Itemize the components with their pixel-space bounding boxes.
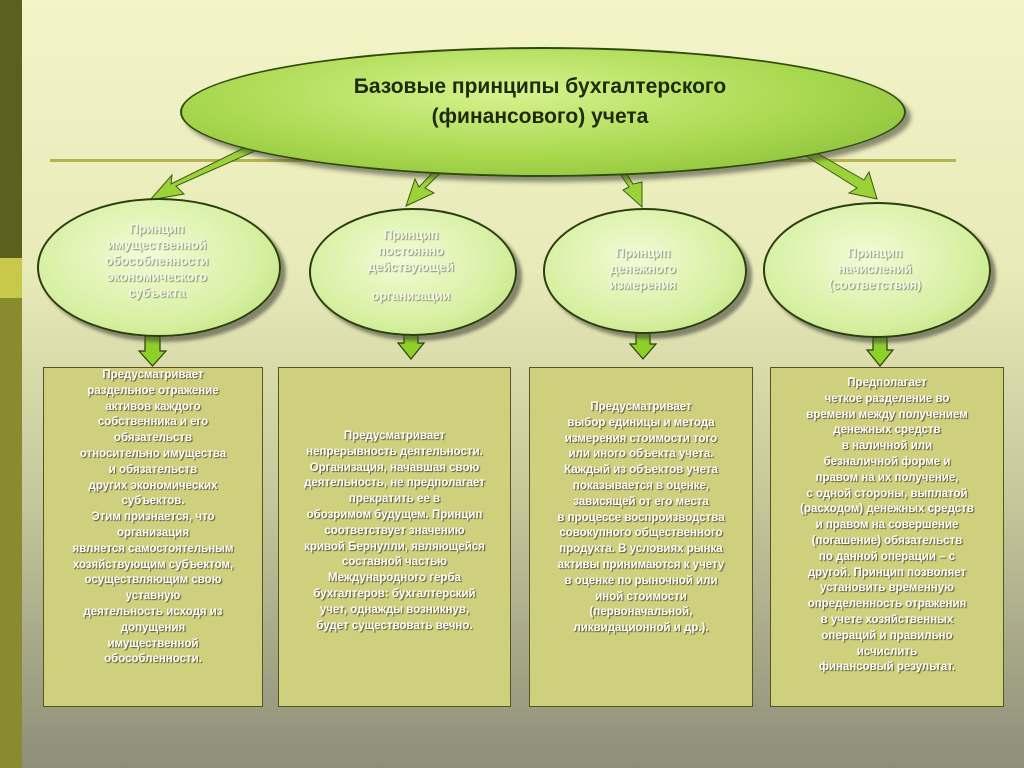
- description-line: четкое разделение во: [824, 392, 950, 405]
- description-line: выбор единицы и метода: [567, 416, 715, 429]
- description-line: относительно имущества: [79, 447, 227, 460]
- description-line: операций и правильно: [821, 629, 953, 642]
- principle-1-name-line: экономического: [107, 270, 207, 284]
- description-line: обозримом будущем. Принцип: [306, 508, 483, 521]
- description-line: определенность отражения: [807, 598, 967, 611]
- description-line: деятельность исходя из: [83, 605, 223, 618]
- description-line: (погашение) обязательств: [811, 534, 963, 547]
- description-line: активы принимаются к учету: [557, 558, 725, 571]
- description-line: деятельность, не предполагает: [304, 477, 485, 490]
- description-line: является самостоятельным: [72, 542, 234, 555]
- description-line: учет, однажды возникнув,: [319, 603, 470, 616]
- description-line: и правом на совершение: [815, 519, 959, 532]
- description-line: обязательств: [113, 432, 193, 445]
- principle-3-name-line: Принцип: [615, 246, 671, 260]
- description-line: финансовый результат.: [818, 661, 956, 674]
- description-line: Предусматривает: [102, 369, 204, 381]
- description-line: других экономических: [88, 479, 218, 492]
- description-line: Организация, начавшая свою: [309, 461, 480, 474]
- down-arrow-1: [139, 336, 166, 366]
- description-line: составной частью: [342, 556, 447, 569]
- principle-2-description: [281, 429, 508, 634]
- main-title-line-1: Базовые принципы бухгалтерского: [353, 75, 727, 98]
- description-line: хозяйствующим субъектом,: [72, 558, 234, 571]
- description-line: субъектов.: [121, 495, 185, 508]
- description-line: ликвидационной и др.).: [573, 622, 709, 635]
- description-line: Каждый из объектов учета: [564, 464, 718, 477]
- description-line: исчислить: [856, 645, 918, 658]
- principle-1-name-line: имущественной: [107, 238, 207, 252]
- description-line: уставную: [125, 590, 181, 603]
- principle-2-name-line: Принцип: [383, 228, 439, 242]
- description-line: раздельное отражение: [87, 384, 219, 397]
- description-line: времени между получением: [806, 408, 968, 421]
- description-line: осуществляющим свою: [84, 574, 222, 587]
- description-line: или иного объекта учета.: [568, 448, 714, 461]
- description-line: Международного герба: [328, 572, 461, 585]
- description-line: прекратить ее в: [348, 493, 441, 506]
- description-line: другой. Принцип позволяет: [807, 566, 967, 579]
- description-line: в учете хозяйственных: [820, 613, 954, 626]
- description-line: в процессе воспроизводства: [557, 511, 725, 524]
- principle-2-name: [321, 227, 501, 304]
- principle-3-description: [531, 400, 751, 637]
- principle-4-name-line: начислений: [838, 262, 912, 276]
- description-line: Предусматривает: [590, 401, 692, 413]
- description-line: обособленности.: [104, 653, 202, 666]
- description-line: будет существовать вечно.: [316, 619, 473, 632]
- description-line: правом на их получение,: [815, 471, 959, 484]
- description-line: Предполагает: [847, 377, 927, 389]
- principle-3-name: [553, 245, 733, 293]
- principle-2-name-line: [321, 275, 501, 288]
- main-title-line-2: (финансового) учета: [431, 105, 649, 128]
- description-line: измерения стоимости того: [564, 432, 718, 445]
- description-line: безналичной форме и: [823, 455, 951, 468]
- description-line: продукта. В условиях рынка: [559, 543, 723, 556]
- principle-1-name: [57, 221, 257, 301]
- description-line: в оценке по рыночной или: [564, 574, 718, 587]
- description-line: активов каждого: [105, 400, 201, 413]
- principle-4-name: [785, 245, 965, 293]
- principle-2-name-line: постоянно: [378, 244, 444, 258]
- down-arrow-4: [867, 335, 893, 366]
- description-line: (первоначальной,: [589, 606, 693, 619]
- description-line: иной стоимости: [595, 590, 687, 603]
- principle-3-name-line: измерения: [609, 278, 677, 292]
- description-line: в наличной или: [841, 440, 933, 453]
- description-line: денежных средств: [833, 424, 941, 437]
- description-line: и обязательств: [108, 463, 198, 476]
- description-line: организация: [116, 526, 190, 539]
- description-line: с одной стороны, выплатой: [806, 487, 968, 500]
- description-line: установить временную: [820, 582, 954, 595]
- description-line: Предусматривает: [343, 430, 446, 442]
- principle-1-name-line: Принцип: [129, 222, 185, 236]
- principle-2-name-line: организации: [371, 289, 451, 303]
- principle-2-name-line: действующей: [368, 260, 454, 274]
- description-line: совокупного общественного: [559, 527, 723, 540]
- principle-1-name-line: обособленности: [105, 254, 209, 268]
- principle-4-description: [772, 376, 1002, 676]
- main-title: [290, 72, 790, 132]
- principle-4-name-line: Принцип: [847, 246, 903, 260]
- description-line: соответствует значению: [324, 524, 465, 537]
- description-line: имущественной: [107, 637, 199, 650]
- description-line: бухгалтеров: бухгалтерский: [313, 587, 476, 600]
- description-line: непрерывность деятельности.: [306, 445, 483, 458]
- description-line: зависящей от его места: [573, 495, 709, 508]
- description-line: кривой Бернулли, являющейся: [304, 540, 485, 553]
- description-line: по данной операции – с: [818, 550, 956, 563]
- description-line: (расходом) денежных средств: [800, 503, 974, 516]
- principle-1-name-line: субъекта: [128, 286, 186, 300]
- description-line: показывается в оценке,: [572, 479, 710, 492]
- description-line: собственника и его: [97, 416, 209, 429]
- principle-1-description: [46, 368, 260, 668]
- principle-3-name-line: денежного: [610, 262, 676, 276]
- principle-4-name-line: (соответствия): [828, 278, 922, 292]
- description-line: допущения: [120, 621, 186, 634]
- description-line: Этим признается, что: [91, 511, 215, 524]
